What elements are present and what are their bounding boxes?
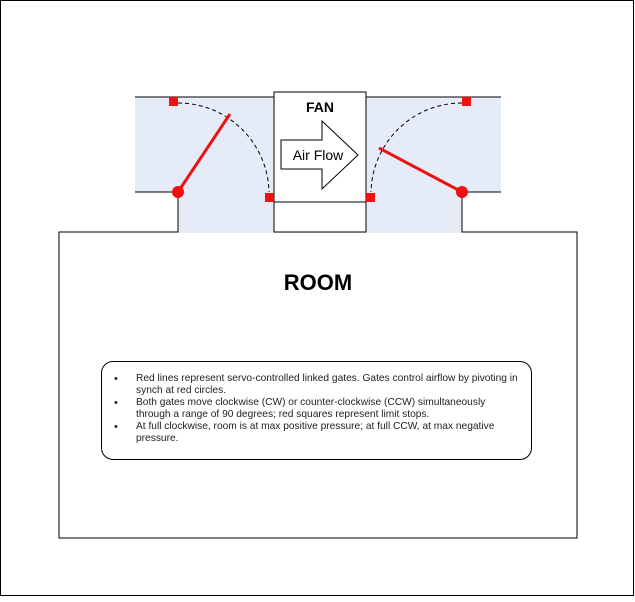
fan-label: FAN <box>306 99 334 115</box>
limit-stop-right-bottom <box>366 193 375 202</box>
left-gate-pivot <box>172 186 184 198</box>
note-item: • Both gates move clockwise (CW) or counter-clockwise (CCW) simultaneously through a range of 90 degrees; red squares represent limit stops. <box>114 397 521 421</box>
limit-stop-left-bottom <box>265 193 274 202</box>
note-item: • Red lines represent servo-controlled linked gates. Gates control airflow by pivoting in synch at red circles. <box>114 373 521 397</box>
limit-stop-right-top <box>462 97 471 106</box>
notes-list <box>114 373 521 445</box>
notes-box <box>101 361 532 460</box>
airflow-label: Air Flow <box>292 147 344 163</box>
room-label: ROOM <box>283 270 353 295</box>
note-item: • At full clockwise, room is at max positive pressure; at full CCW, at max negative pressure. <box>114 421 521 445</box>
fan <box>274 92 366 232</box>
right-gate-pivot <box>456 186 468 198</box>
limit-stop-left-top <box>169 97 178 106</box>
